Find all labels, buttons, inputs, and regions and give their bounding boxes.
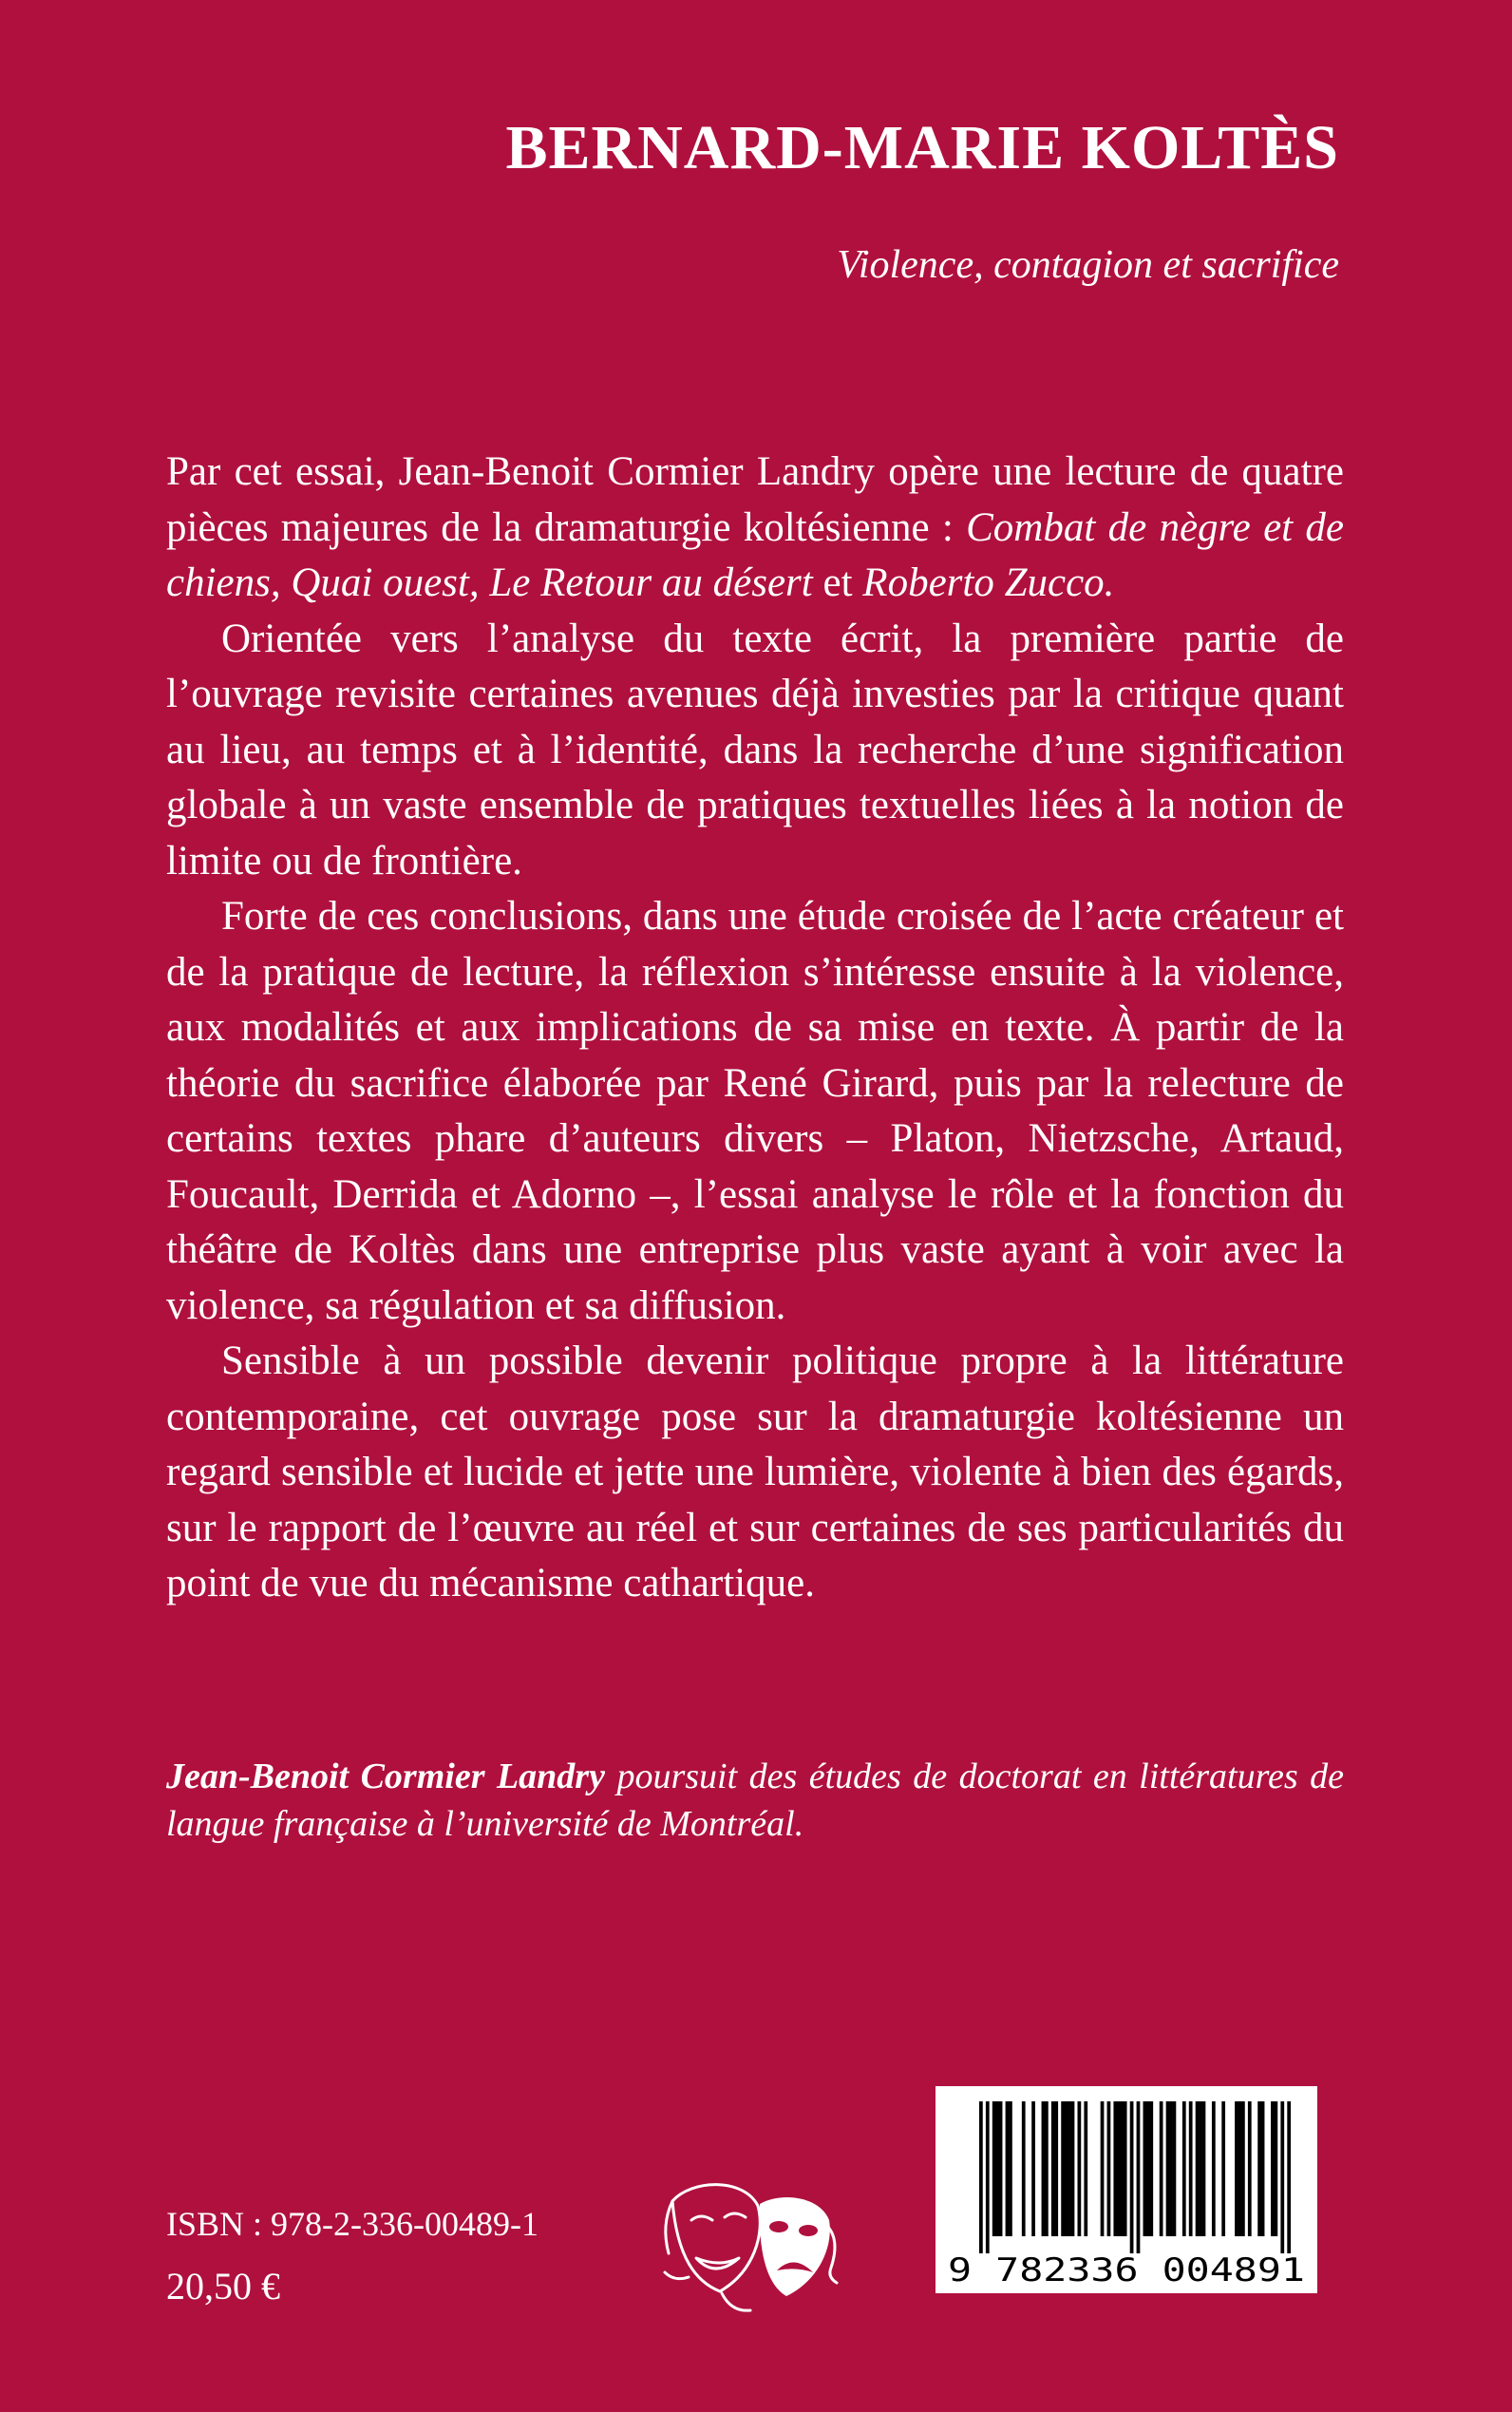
barcode-bar [1120, 2101, 1124, 2236]
barcode-bar [1130, 2101, 1134, 2253]
barcode-bar [1189, 2101, 1193, 2236]
barcode-bar [1248, 2101, 1252, 2236]
barcode-bar [999, 2101, 1003, 2236]
barcode-bar [1042, 2101, 1046, 2236]
barcode-bar [1261, 2101, 1265, 2236]
barcode-bar [1257, 2101, 1261, 2236]
barcode-bar [992, 2101, 996, 2236]
summary-paragraph-3: Forte de ces conclusions, dans une étude croisée de l’acte créateur et de la pratique de lecture, la réflexion s’intéresse ensuite à la violence, aux modalités et aux implications de sa mise en texte. À partir de la théorie du sacrifice élaborée par René Girard, puis par la relecture de certains textes phare d’auteurs divers – Platon, Nietzsche, Artaud, Foucault, Derrida et Adorno –, l’essai analyse le rôle et la fonction du théâtre de Koltès dans une entreprise plus vaste ayant à voir avec la violence, sa régulation et sa diffusion. [166, 894, 1344, 1328]
summary-last-work: Roberto Zucco. [862, 560, 1115, 605]
barcode-bar [1068, 2101, 1071, 2236]
barcode-bar [1101, 2101, 1105, 2236]
barcode-bar [1275, 2101, 1278, 2236]
barcode-bar [995, 2101, 999, 2236]
barcode-bar [1238, 2101, 1242, 2236]
barcode-bar [1143, 2101, 1147, 2236]
barcode-bar [1221, 2101, 1225, 2236]
barcode-bar [1173, 2101, 1177, 2236]
barcode-bar [1113, 2101, 1117, 2236]
author-name: Jean-Benoit Cormier Landry [166, 1757, 605, 1796]
barcode-bar [1199, 2101, 1202, 2236]
barcode-bar [1107, 2101, 1111, 2236]
summary-works-list: Combat de nègre et de chiens, Quai ouest, Le Retour au désert [166, 504, 1344, 605]
summary-intro: Par cet essai, Jean-Benoit Cormier Landry opère une lecture de quatre pièces majeures de la dramaturgie koltésienne : [166, 449, 1344, 550]
barcode-bar [1287, 2101, 1291, 2253]
isbn-label: ISBN : 978-2-336-00489-1 [166, 2205, 539, 2243]
barcode-bar [1146, 2101, 1150, 2236]
barcode-bar [1166, 2101, 1170, 2236]
barcode-bar [1169, 2101, 1173, 2236]
barcode-bar [1054, 2101, 1058, 2236]
author-bio [166, 1753, 1344, 1848]
barcode-bar [979, 2101, 983, 2253]
barcode-bar [1045, 2101, 1049, 2236]
book-title: BERNARD-MARIE KOLTÈS [505, 113, 1339, 182]
theatre-masks-icon [653, 2168, 843, 2320]
barcode-bar [1061, 2101, 1065, 2236]
barcode-bar [1124, 2101, 1127, 2236]
barcode-bar [986, 2101, 990, 2253]
barcode-digits: 9 782336 004891 [948, 2251, 1305, 2289]
barcode-bar [1235, 2101, 1238, 2236]
barcode-bar [1006, 2101, 1010, 2236]
summary-paragraph-2: Orientée vers l’analyse du texte écrit, la première partie de l’ouvrage revisite certaines avenues déjà investies par la critique quant au lieu, au temps et à l’identité, dans la recherche d’une signification globale à un vaste ensemble de pratiques textuelles liées à la notion de limite ou de frontière. [166, 616, 1344, 883]
barcode-bar [1078, 2101, 1082, 2236]
barcode-graphic [936, 2086, 1317, 2293]
barcode-bar [1182, 2101, 1186, 2236]
barcode-bar [1212, 2101, 1216, 2236]
barcode [936, 2086, 1317, 2293]
barcode-bar [1117, 2101, 1121, 2236]
book-subtitle: Violence, contagion et sacrifice [837, 243, 1339, 287]
barcode-bar [1160, 2101, 1163, 2236]
barcode-bar [1241, 2101, 1245, 2236]
summary-paragraph-4: Sensible à un possible devenir politique propre à la littérature contemporaine, cet ouvrage pose sur la dramaturgie koltésienne un regard sensible et lucide et jette une lumière, violente à bien des égards, sur le rapport de l’œuvre au réel et sur certaines de ses particularités du point de vue du mécanisme cathartique. [166, 1339, 1344, 1605]
barcode-bar [1031, 2101, 1035, 2236]
barcode-bar [1009, 2101, 1012, 2236]
price-label: 20,50 € [166, 2265, 280, 2308]
barcode-bar [1084, 2101, 1087, 2236]
barcode-bar [1280, 2101, 1284, 2253]
barcode-bar [1071, 2101, 1075, 2236]
barcode-bar [1022, 2101, 1026, 2236]
barcode-bar [1196, 2101, 1200, 2236]
back-cover-summary [166, 445, 1344, 1612]
barcode-bar [1051, 2101, 1055, 2236]
summary-conjunction: et [812, 560, 863, 605]
barcode-bar [1149, 2101, 1153, 2236]
barcode-bar [1202, 2101, 1206, 2236]
barcode-bar [1065, 2101, 1068, 2236]
author-bio-text: poursuit des études de doctorat en littératures de langue française à l’université de Montréal. [166, 1757, 1344, 1844]
barcode-bar [1271, 2101, 1275, 2236]
barcode-bar [1137, 2101, 1141, 2253]
summary-paragraph-1 [166, 445, 1344, 612]
